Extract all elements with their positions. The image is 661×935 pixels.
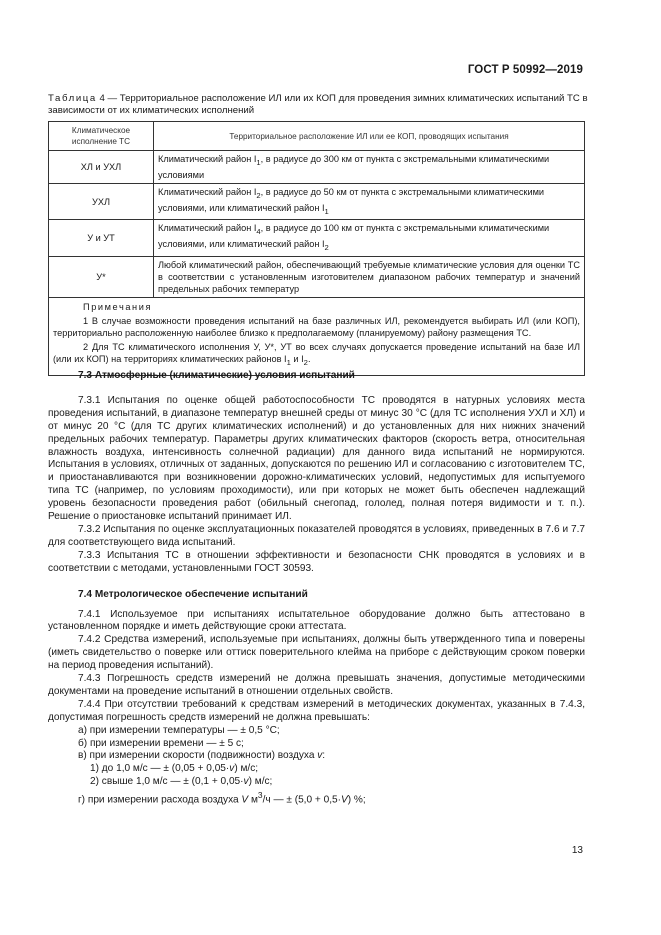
climate-cell: У и УТ: [49, 220, 154, 257]
table-notes: [49, 298, 585, 376]
paragraph: 7.3.2 Испытания по оценке эксплуатационных показателей проводятся в условиях, приведенных в 7.6 и 7.7 для соответствующего вида испытаний.: [48, 523, 585, 548]
section-heading: 7.4 Метрологическое обеспечение испытаний: [78, 588, 308, 600]
note-item: 1 В случае возможности проведения испытаний на базе различных ИЛ, рекомендуется выбирать ИЛ (или КОП), территориально расположенную наиболее близко к предполагаемому (планируемому) району размещения ТС.: [53, 316, 580, 339]
climate-cell: ХЛ и УХЛ: [49, 151, 154, 184]
paragraph: 7.4.2 Средства измерений, используемые при испытаниях, должны быть утвержденного типа и поверены (иметь свидетельство о поверке или оттиск поверительного клейма на приборе с действующим сроком поверки на период проведения испытаний).: [48, 634, 585, 672]
paragraph: 7.3.3 Испытания ТС в отношении эффективности и безопасности СНК проводятся в условиях и в соответствии с методами, установленными ГОСТ 30593.: [48, 549, 585, 574]
table-caption-text: 4 — Территориальное расположение ИЛ или их КОП для проведения зимних климатических испытаний ТС в зависимости от их климатических исполнений: [48, 93, 588, 116]
list-item: г) при измерении расхода воздуха V $м^3/ч$ — ± (5,0 + 0,5·V) %;: [78, 790, 366, 806]
table-header-row: [49, 122, 585, 151]
standard-header: ГОСТ Р 50992—2019: [467, 64, 583, 76]
paragraph: 7.4.3 Погрешность средств измерений не должна превышать значения, допустимые методическими документами на проведение испытаний в отношении отдельных свойств.: [48, 673, 585, 697]
document-body: [48, 370, 585, 807]
location-cell: Любой климатический район, обеспечивающий требуемые климатические условия для оценки ТС в соответствии с установленным изготовителем диапазоном рабочих температур и значений предельных рабочих температур: [154, 257, 585, 298]
table-row: [49, 220, 585, 257]
page-number: 13: [571, 845, 583, 856]
table-caption: [48, 93, 588, 117]
table-row: [49, 183, 585, 220]
paragraph: 7.3.1 Испытания по оценке общей работоспособности ТС проводятся в натурных условиях места проведения испытаний, в диапазоне температур внешней среды от минус 30 °С (для ТС исполнения УХЛ и ХЛ) и от минус 20 °С (для ТС других климатических исполнений) и до установленных для них нижних значений предельных рабочих температур. Параметры других климатических факторов (скорость ветра, относительная влажность воздуха, интенсивность солнечной радиации) для данного вида испытаний не нормируются. Испытания в условиях, отличных от заданных, допускаются по решению ИЛ и согласованию с изготовителем ТС, и приостанавливаются при возникновении дорожно-климатических условий, недопустимых для испытуемого типа ТС (например, по условиям проходимости), или при которых не может быть обеспечен надлежащий уровень безопасности проведения работ (обильный снегопад, гололед, полная потеря видимости и т. п.). Решение о приостановке испытаний принимает ИЛ.: [48, 394, 585, 523]
paragraph: 7.4.1 Используемое при испытаниях испытательное оборудование должно быть аттестовано в установленном порядке и иметь действующие сроки аттестата.: [48, 608, 585, 633]
sub-list-item: 2) свыше 1,0 м/с — ± (0,1 + 0,05·v) м/с;: [90, 776, 273, 788]
climate-table: [48, 121, 585, 376]
section-heading: 7.3 Атмосферные (климатические) условия испытаний: [78, 370, 355, 381]
location-cell: Климатический район $I_2$, в радиусе до 50 км от пункта с экстремальными климатическими условиями, или климатический район $I_1$: [154, 183, 585, 220]
table-row: [49, 257, 585, 298]
table-header-climate: Климатическое исполнение ТС: [49, 122, 154, 151]
note-item: 2 Для ТС климатического исполнения У, У*, УТ во всех случаях допускается проведение испытаний на базе ИЛ (или их КОП) на территориях климатических районов $I_1$ и $I_2$.: [53, 342, 580, 367]
table-row: [49, 151, 585, 184]
table-caption-prefix: Таблица: [48, 93, 97, 104]
list-item: в) при измерении скорости (подвижности) воздуха v:: [78, 750, 326, 762]
notes-title: Примечания: [83, 302, 153, 313]
location-cell: Климатический район $I_1$, в радиусе до 300 км от пункта с экстремальными климатическими условиями: [154, 151, 585, 184]
climate-cell: УХЛ: [49, 183, 154, 220]
paragraph: 7.4.4 При отсутствии требований к средствам измерений в методических документах, указанных в 7.4.3, допустимая погрешность средств измерений не должна превышать:: [48, 698, 585, 723]
table-notes-row: [49, 298, 585, 376]
list-item: б) при измерении времени — ± 5 с;: [78, 737, 244, 749]
table-header-location: Территориальное расположение ИЛ или ее КОП, проводящих испытания: [154, 122, 585, 151]
location-cell: Климатический район $I_4$, в радиусе до 100 км от пункта с экстремальными климатическими условиями, или климатический район $I_2$: [154, 220, 585, 257]
sub-list-item: 1) до 1,0 м/с — ± (0,05 + 0,05·v) м/с;: [90, 763, 259, 775]
list-item: а) при измерении температуры — ± 0,5 °С;: [78, 724, 280, 736]
climate-cell: У*: [49, 257, 154, 298]
